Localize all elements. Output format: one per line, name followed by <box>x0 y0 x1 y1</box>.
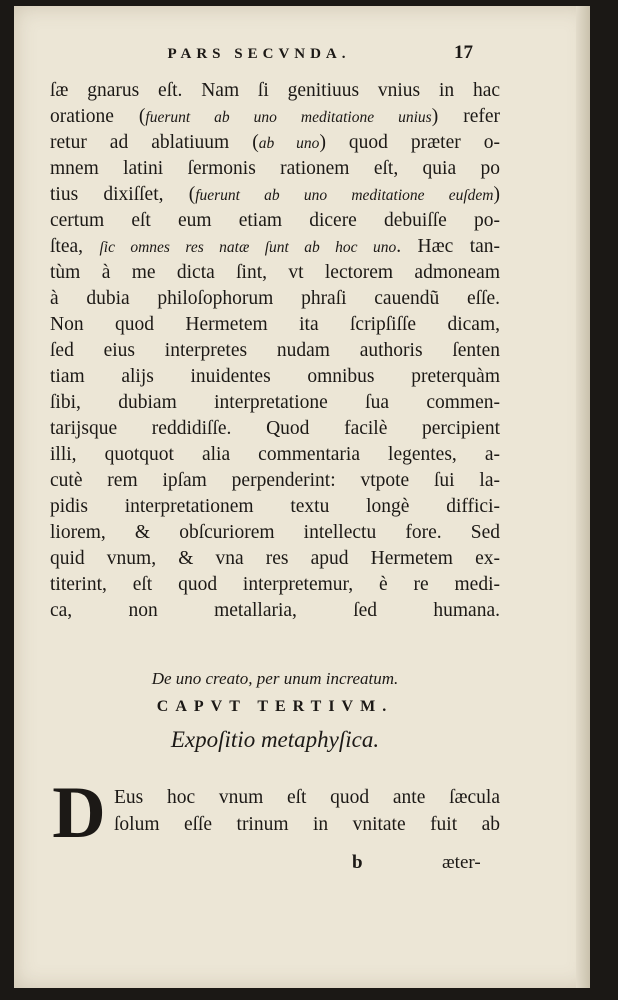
text-line <box>50 130 500 156</box>
text-line <box>50 208 500 234</box>
text-run: ca, non metallaria, ſed humana. <box>50 600 500 621</box>
text-line <box>50 182 500 208</box>
body-text <box>50 78 500 624</box>
text-line <box>50 234 500 260</box>
text-line <box>50 416 500 442</box>
chapter-subtitle: De uno creato, per unum increatum. <box>151 669 399 688</box>
text-run: cutè rem ipſam perpenderint: vtpote ſui la- <box>50 470 500 491</box>
page-number: 17 <box>454 42 473 63</box>
signature-mark: b <box>352 852 363 873</box>
text-line <box>50 338 500 364</box>
text-run: . Hæc tan- <box>396 236 501 257</box>
catchword: æter- <box>442 852 481 873</box>
text-run: pidis interpretationem textu longè diffici- <box>50 496 500 517</box>
drop-cap-initial: D <box>52 772 106 854</box>
text-line <box>50 286 500 312</box>
text-run: tarijsque reddidiſſe. Quod facilè percipient <box>50 418 500 439</box>
running-head-title: PARS SECVNDA. <box>167 46 351 62</box>
text-run: tùm à me dicta ſint, vt lectorem admoneam <box>50 262 500 283</box>
text-run: mnem latini ſermonis rationem eſt, quia po <box>50 158 500 179</box>
text-run: retur ad ablatiuum ( <box>50 132 259 153</box>
text-line <box>50 312 500 338</box>
text-run: tiam alijs inuidentes omnibus preterquàm <box>50 366 500 387</box>
text-line <box>50 78 500 104</box>
text-run: quid vnum, & vna res apud Hermetem ex- <box>50 548 500 569</box>
text-run: certum eſt eum etiam dicere debuiſſe po- <box>50 210 500 231</box>
text-line <box>50 494 500 520</box>
text-run: ſtea, <box>50 236 100 257</box>
italic-quotation: ab uno <box>258 135 320 152</box>
italic-quotation: fuerunt ab uno meditatione unius <box>145 109 432 126</box>
text-run: ſibi, dubiam interpretatione ſua commen- <box>50 392 500 413</box>
text-run: à dubia philoſophorum phraſi cauendũ eſſe. <box>50 288 500 309</box>
text-run: liorem, & obſcuriorem intellectu fore. Sed <box>50 522 500 543</box>
text-line <box>50 442 500 468</box>
italic-quotation: ſic omnes res natæ ſunt ab hoc uno <box>99 239 397 256</box>
book-page <box>14 6 590 988</box>
italic-quotation: fuerunt ab uno meditatione euſdem <box>195 187 494 204</box>
text-line <box>50 390 500 416</box>
text-run: ſed eius interpretes nudam authoris ſenten <box>50 340 500 361</box>
text-line <box>50 468 500 494</box>
chapter-title: Expoſitio metaphyſica. <box>170 727 380 752</box>
text-line <box>50 364 500 390</box>
text-line <box>50 260 500 286</box>
chapter-heading <box>50 666 500 758</box>
text-line <box>50 546 500 572</box>
text-run: ) refer <box>431 106 500 127</box>
text-line <box>50 520 500 546</box>
text-run: ) <box>493 184 500 205</box>
text-run: illi, quotquot alia commentaria legentes, a- <box>50 444 500 465</box>
text-run: tius dixiſſet, ( <box>50 184 196 205</box>
text-line <box>50 598 500 624</box>
running-head <box>14 42 590 72</box>
text-line <box>50 572 500 598</box>
text-run: Non quod Hermetem ita ſcripſiſſe dicam, <box>50 314 500 335</box>
chapter-text-line: ſolum eſſe trinum in vnitate fuit ab <box>114 814 500 835</box>
chapter-text-line: Eus hoc vnum eſt quod ante ſæcula <box>114 787 500 808</box>
page-edge <box>576 6 590 988</box>
text-run: ) quod præter o- <box>319 132 500 153</box>
chapter-text <box>50 772 500 854</box>
text-line <box>50 156 500 182</box>
text-run: oratione ( <box>50 106 146 127</box>
text-run: ſæ gnarus eſt. Nam ſi genitiuus vnius in hac <box>50 80 500 101</box>
text-line <box>50 104 500 130</box>
chapter-number: CAPVT TERTIVM. <box>156 698 394 715</box>
text-run: titerint, eſt quod interpretemur, è re medi- <box>50 574 500 595</box>
